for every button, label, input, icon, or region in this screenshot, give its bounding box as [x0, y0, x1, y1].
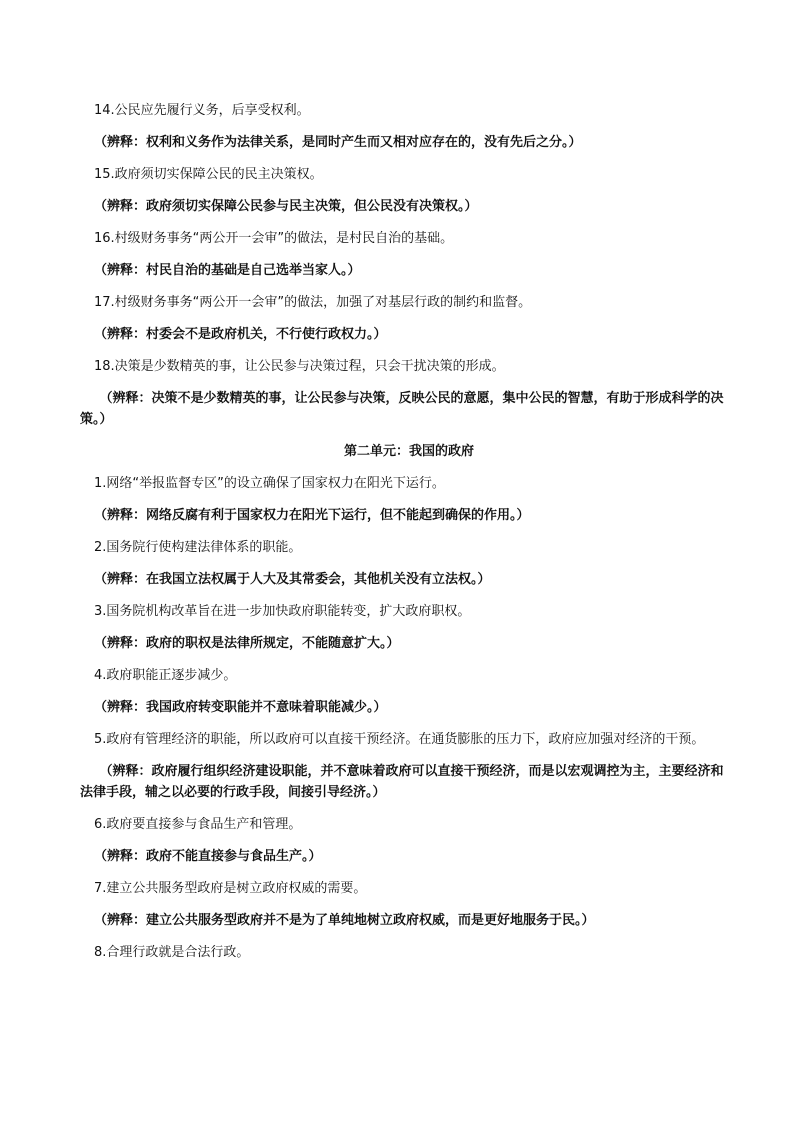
statement-u2-5: 5.政府有管理经济的职能，所以政府可以直接干预经济。在通货膨胀的压力下，政府应加强对经济的干预。	[94, 732, 705, 747]
statement-u2-8: 8.合理行政就是合法行政。	[94, 945, 250, 960]
explanation-16: （辨释：村民自治的基础是自己选举当家人。）	[94, 263, 361, 278]
explanation-u2-6: （辨释：政府不能直接参与食品生产。）	[94, 849, 322, 864]
explanation-u2-5: （辨释：政府履行组织经济建设职能，并不意味着政府可以直接干预经济，而是以宏观调控为主，主要经济和法律手段，辅之以必要的行政手段，间接引导经济。）	[80, 764, 724, 800]
statement-18: 18.决策是少数精英的事，让公民参与决策过程，只会干扰决策的形成。	[94, 359, 505, 374]
statement-14: 14.公民应先履行义务，后享受权利。	[94, 103, 310, 118]
explanation-u2-7: （辨释：建立公共服务型政府并不是为了单纯地树立政府权威，而是更好地服务于民。）	[94, 913, 595, 928]
explanation-u2-4: （辨释：我国政府转变职能并不意味着职能减少。）	[94, 700, 387, 715]
statement-u2-2: 2.国务院行使构建法律体系的职能。	[94, 540, 302, 555]
statement-u2-6: 6.政府要直接参与食品生产和管理。	[94, 817, 302, 832]
section-heading: 第二单元：我国的政府	[343, 444, 474, 459]
explanation-15: （辨释：政府须切实保障公民参与民主决策，但公民没有决策权。）	[94, 199, 478, 214]
explanation-18: （辨释：决策不是少数精英的事，让公民参与决策，反映公民的意愿，集中公民的智慧，有助于形成科学的决策。）	[80, 391, 724, 427]
statement-u2-1: 1.网络“举报监督专区”的设立确保了国家权力在阳光下运行。	[94, 476, 445, 491]
statement-u2-3: 3.国务院机构改革旨在进一步加快政府职能转变，扩大政府职权。	[94, 604, 471, 619]
statement-16: 16.村级财务事务“两公开一会审”的做法，是村民自治的基础。	[94, 231, 454, 246]
document-body	[80, 100, 724, 974]
explanation-u2-2: （辨释：在我国立法权属于人大及其常委会，其他机关没有立法权。）	[94, 572, 491, 587]
explanation-14: （辨释：权利和义务作为法律关系，是同时产生而又相对应存在的，没有先后之分。）	[94, 135, 582, 150]
statement-17: 17.村级财务事务“两公开一会审”的做法，加强了对基层行政的制约和监督。	[94, 295, 532, 310]
explanation-17: （辨释：村委会不是政府机关，不行使行政权力。）	[94, 327, 387, 342]
statement-u2-7: 7.建立公共服务型政府是树立政府权威的需要。	[94, 881, 367, 896]
explanation-u2-3: （辨释：政府的职权是法律所规定，不能随意扩大。）	[94, 636, 400, 651]
statement-u2-4: 4.政府职能正逐步减少。	[94, 668, 237, 683]
statement-15: 15.政府须切实保障公民的民主决策权。	[94, 167, 323, 182]
explanation-u2-1: （辨释：网络反腐有利于国家权力在阳光下运行，但不能起到确保的作用。）	[94, 508, 530, 523]
